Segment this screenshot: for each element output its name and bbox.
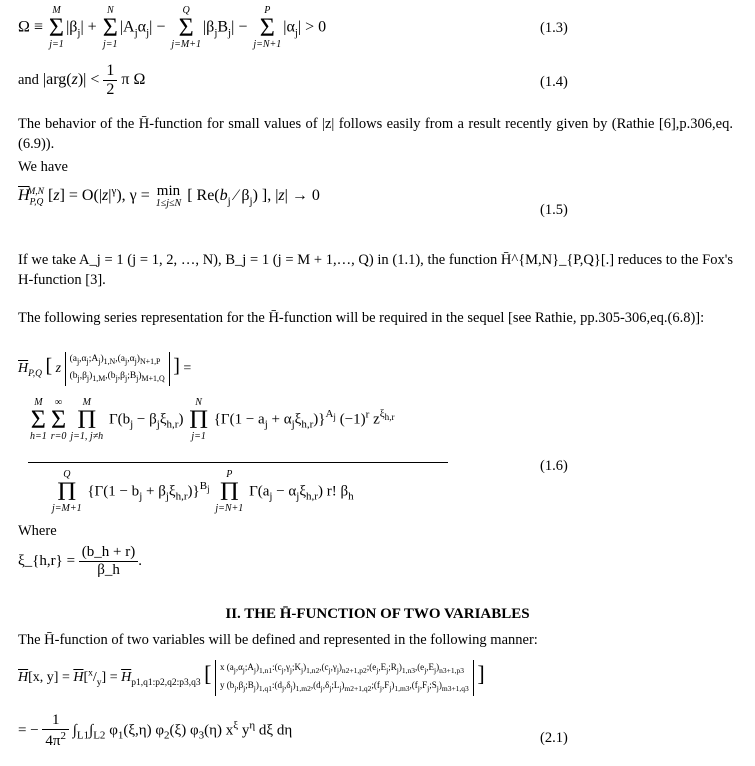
paragraph-series-representation: The following series representation for the H̄-function will be required in the sequel [see Rathie, pp.305-306,eq.(6.8)]: [18,310,705,326]
equation-2-1-definition: $\overline{H}[x$, $y] = \overline{H}[^x/_y] = \overline{H}_{p1,q1:p2,q2:p3,q3}$ [ x $(a_j,\alpha_j;A_j)_{1,n1}:(c_j,\gamma_j;K_j)_{1,n2},(c_j,\gamma_j)_{n2+1,p2};(e_j,E_j;R_j)_{1,n3},(e_j,E_j)_{n3+1,p3}$ y $(b_j,\beta_j;B_j)_{1,q1}:(d_j,\delta_j)_{1,m2},(d_j,\delta_j;L_j)_{m2+1,q2};(f_j,F_j)_{1,m3},(f_j,F_j;S_j)_{m3+1,q3}$ ] [18,660,485,696]
equation-1-6-numerator: M Σ h=1 ∞ Σ r=0 M Π j=1, j≠h $\Gamma(b_j - \beta_j\xi_{h,r})$ N Π j=1 $\{\Gamma(1 - a_j + \alpha_j\xi_{h,r})\}^{A_j}$ $(-1)^r$ $z^{\xi_{h,r}}$ [30,397,395,442]
paragraph-fox-reduction: If we take A_j = 1 (j = 1, 2, …, N), B_j = 1 (j = M + 1,…, Q) in (1.1), the function H̄^{M,N}_{P,Q}[.] reduces to the Fox's H-function [3]. [18,252,733,288]
equation-1-6-denominator: Q Π j=M+1 $\{\Gamma(1 - b_j + \beta_j\xi_{h,r})\}^{B_j}$ P Π j=N+1 $\Gamma(a_j - \alpha_j\xi_{h,r})$ r! $\beta_h$ [52,469,354,514]
equation-number-1-6: (1.6) [540,458,568,474]
we-have-text: We have [18,159,68,175]
equation-2-1-integral: = − $\frac{1}{4\pi^2}$ $\int_{L1}\int_{L2}$ $\varphi_1(\xi,\eta)$ $\varphi_2(\xi)$ $\varphi_3(\eta)$ $x^\xi$ $y^\eta$ dξ dη [18,712,293,749]
xi-definition: ξ_{h,r} = $\frac{(b\_h + r)}{\beta\_h}$ . [18,544,142,578]
equation-number-1-4: (1.4) [540,74,568,90]
where-text: Where [18,523,57,539]
equation-1-6-lhs: $\overline{H}_{P,Q}$ [ z $(a_j,\alpha_j;A_j)_{1,N},(a_j,\alpha_j)_{N+1,P}$ $(b_j,\beta_j)_{1,M},(b_j,\beta_j;B_j)_{M+1,Q}$ ] = [18,352,191,386]
equation-number-1-3: (1.3) [540,20,568,36]
equation-number-1-5: (1.5) [540,202,568,218]
section-heading: II. THE H̄-FUNCTION OF TWO VARIABLES [225,606,530,622]
equation-1-3: Ω ≡ M Σ j=1 $|\beta_j|$ + N Σ j=1 $|A_j\alpha_j|$ − Q Σ j=M+1 $|\beta_jB_j|$ − P Σ j=N+1 $|\alpha_j| > 0$ [18,5,327,50]
paragraph-two-variables: The H̄-function of two variables will be defined and represented in the following manner: [18,632,538,648]
equation-number-2-1: (2.1) [540,730,568,746]
equation-1-5: $\overline{H}_{P,Q}^{M,N}$ $[z] = O(|z|^\gamma)$, γ = min 1≤j≤N [ $Re(b_j$ ⁄ $\beta_j$) ], |z| → 0 [18,183,320,209]
paragraph-small-values: The behavior of the H̄-function for small values of |z| follows easily from a result recently given by (Rathie [6],p.306,eq.(6.9)). [18,116,733,152]
equation-1-6-fraction-bar [28,462,448,463]
equation-1-4: and |arg(z)| < $\frac{1}{2}$ π Ω [18,62,146,98]
